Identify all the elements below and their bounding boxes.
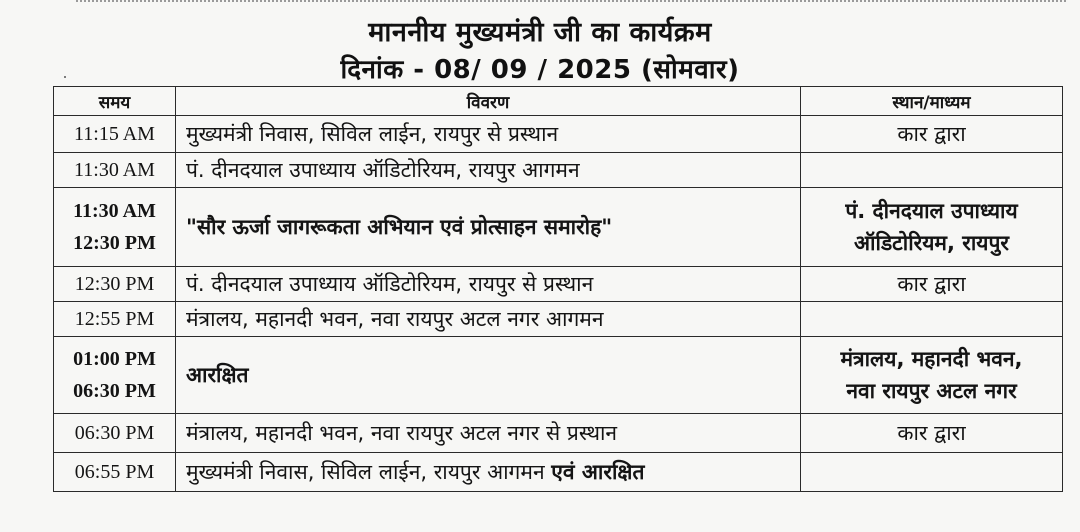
time-cell: 06:30 PM (54, 414, 176, 453)
time-cell: 11:15 AM (54, 116, 176, 153)
place-line-1: मंत्रालय, महानदी भवन, (840, 347, 1023, 371)
table-row (54, 337, 1063, 414)
table-row (54, 153, 1063, 188)
table-row (54, 267, 1063, 302)
table-header-row (54, 87, 1063, 116)
time-cell (54, 337, 176, 414)
place-cell (801, 188, 1063, 267)
description-cell: पं. दीनदयाल उपाध्याय ऑडिटोरियम, रायपुर से प्रस्थान (176, 267, 801, 302)
time-end: 12:30 PM (73, 232, 156, 254)
description-cell (176, 453, 801, 492)
description-bold-suffix: एवं आरक्षित (551, 460, 645, 484)
time-cell: 12:30 PM (54, 267, 176, 302)
time-cell: 06:55 PM (54, 453, 176, 492)
place-cell (801, 453, 1063, 492)
description-cell: मंत्रालय, महानदी भवन, नवा रायपुर अटल नगर आगमन (176, 302, 801, 337)
table-row (54, 453, 1063, 492)
description-cell: मुख्यमंत्री निवास, सिविल लाईन, रायपुर से प्रस्थान (176, 116, 801, 153)
description-cell: आरक्षित (176, 337, 801, 414)
description-cell: मंत्रालय, महानदी भवन, नवा रायपुर अटल नगर से प्रस्थान (176, 414, 801, 453)
place-line-2: ऑडिटोरियम, रायपुर (854, 231, 1009, 255)
description-text: मुख्यमंत्री निवास, सिविल लाईन, रायपुर आगमन (186, 460, 545, 484)
page-title: माननीय मुख्यमंत्री जी का कार्यक्रम (368, 17, 712, 48)
column-header-place: स्थान/माध्यम (801, 87, 1063, 116)
time-cell: 11:30 AM (54, 153, 176, 188)
table-row (54, 302, 1063, 337)
description-cell: पं. दीनदयाल उपाध्याय ऑडिटोरियम, रायपुर आगमन (176, 153, 801, 188)
time-start: 01:00 PM (73, 348, 156, 370)
date-line: दिनांक - 08/ 09 / 2025 (सोमवार) (340, 55, 740, 85)
place-cell (801, 302, 1063, 337)
place-cell: कार द्वारा (801, 116, 1063, 153)
place-line-1: पं. दीनदयाल उपाध्याय (845, 199, 1018, 223)
place-cell: कार द्वारा (801, 267, 1063, 302)
description-cell: "सौर ऊर्जा जागरूकता अभियान एवं प्रोत्साहन समारोह" (176, 188, 801, 267)
place-cell (801, 337, 1063, 414)
table-row (54, 116, 1063, 153)
time-end: 06:30 PM (73, 380, 156, 402)
column-header-time: समय (54, 87, 176, 116)
place-cell (801, 153, 1063, 188)
column-header-description: विवरण (176, 87, 801, 116)
place-line-2: नवा रायपुर अटल नगर (846, 379, 1017, 403)
top-dotted-rule (76, 0, 1066, 6)
table-row (54, 188, 1063, 267)
time-cell (54, 188, 176, 267)
table-row (54, 414, 1063, 453)
time-cell: 12:55 PM (54, 302, 176, 337)
time-start: 11:30 AM (73, 200, 156, 222)
place-cell: कार द्वारा (801, 414, 1063, 453)
schedule-table (53, 86, 1063, 492)
